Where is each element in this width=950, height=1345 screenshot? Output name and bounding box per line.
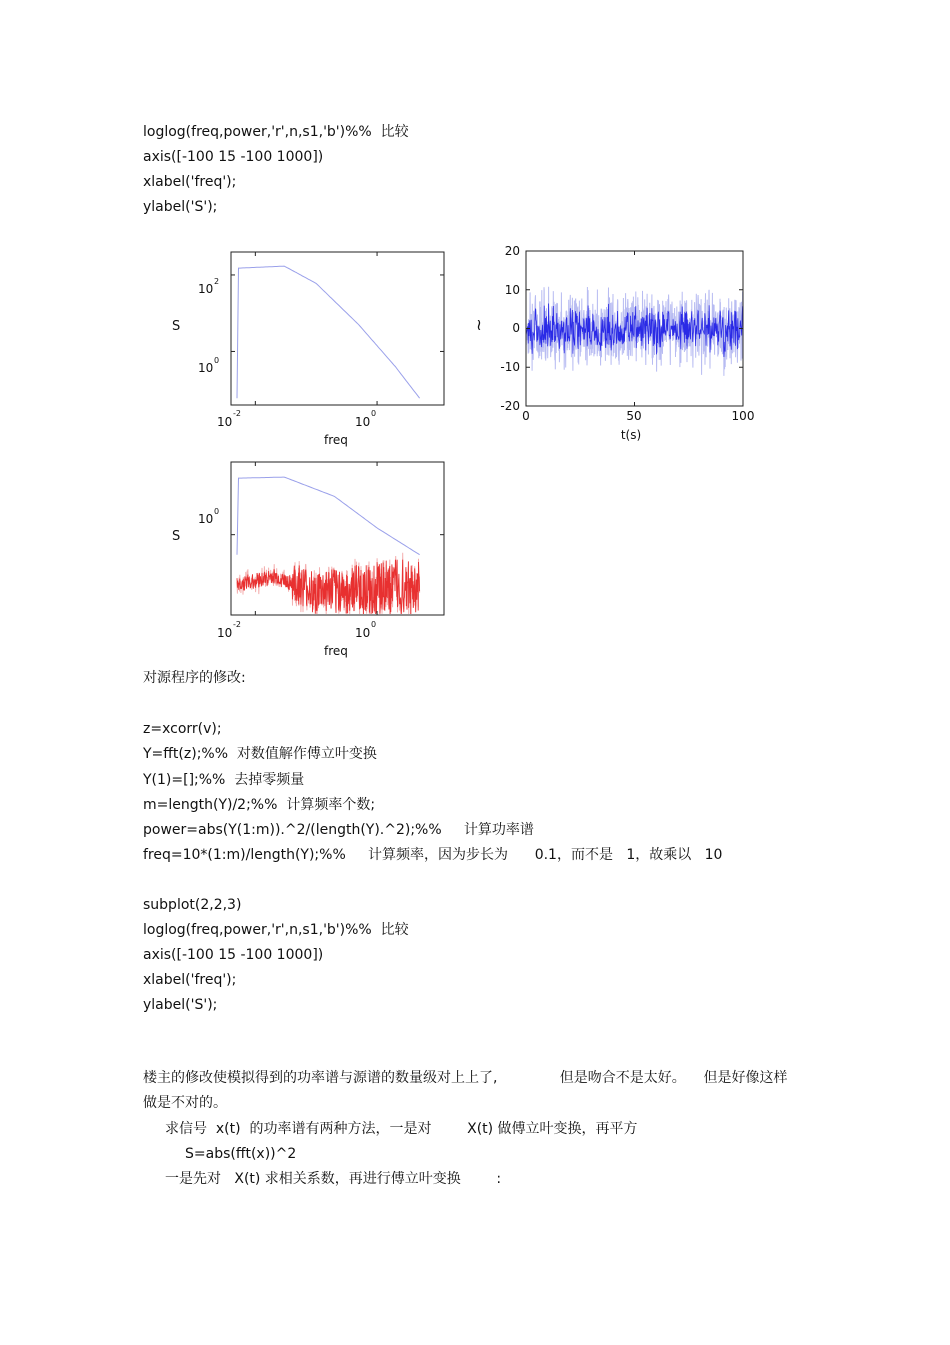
code-line: loglog(freq,power,'r',n,s1,'b')%% 比较 bbox=[143, 124, 409, 140]
plot1-series-s1 bbox=[237, 266, 420, 398]
discussion-line: 楼主的修改使模拟得到的功率谱与源谱的数量级对上上了, 但是吻合不是太好。 但是好像这样 bbox=[143, 1070, 788, 1086]
plot1-xtick-exp: -2 bbox=[233, 409, 241, 418]
code-line: Y(1)=[];%% 去掉零频量 bbox=[143, 772, 305, 788]
plot1-ytick-base: 10 bbox=[198, 282, 214, 296]
plot2-ylabel-glyph: ≀ bbox=[476, 315, 482, 334]
plot3-ytick-exp: 0 bbox=[214, 507, 220, 516]
plot2 bbox=[476, 244, 754, 442]
method-two: 一是先对 X(t) 求相关系数，再进行傅立叶变换 : bbox=[165, 1171, 502, 1187]
plot2-xtick: 0 bbox=[522, 409, 530, 423]
plot2-xtick: 50 bbox=[626, 409, 642, 423]
code-line: loglog(freq,power,'r',n,s1,'b')%% 比较 bbox=[143, 922, 409, 938]
plot1-ylabel: S bbox=[172, 319, 181, 334]
plot3 bbox=[172, 462, 444, 658]
plot3-xtick-base: 10 bbox=[355, 626, 371, 640]
plot1 bbox=[172, 252, 444, 447]
code-line: Y=fft(z);%% 对数值解作傅立叶变换 bbox=[143, 746, 377, 762]
plot3-xtick-base: 10 bbox=[217, 626, 233, 640]
plot1-axes-box bbox=[231, 252, 444, 405]
code-line: axis([-100 15 -100 1000]) bbox=[143, 149, 324, 165]
plot1-ytick-base: 10 bbox=[198, 361, 214, 375]
plot2-ytick: -20 bbox=[500, 399, 520, 413]
plot1-xtick-base: 10 bbox=[217, 415, 233, 429]
code-line: m=length(Y)/2;%% 计算频率个数; bbox=[143, 797, 376, 813]
discussion-line: 做是不对的。 bbox=[143, 1095, 227, 1111]
code-line: z=xcorr(v); bbox=[143, 721, 222, 737]
plot1-ytick-exp: 0 bbox=[214, 356, 220, 365]
code-line: xlabel('freq'); bbox=[143, 174, 237, 190]
paragraph-intro: 对源程序的修改: bbox=[143, 670, 246, 686]
code-line: axis([-100 15 -100 1000]) bbox=[143, 947, 324, 963]
code-line: xlabel('freq'); bbox=[143, 972, 237, 988]
plot3-xtick-exp: -2 bbox=[233, 620, 241, 629]
formula: S=abs(fft(x))^2 bbox=[185, 1146, 297, 1162]
plot2-ytick: 10 bbox=[504, 283, 520, 297]
plot3-series-s1 bbox=[237, 477, 420, 555]
plot2-series-noise bbox=[526, 287, 743, 376]
plot2-xtick: 100 bbox=[731, 409, 755, 423]
plot2-ytick: 0 bbox=[512, 321, 520, 335]
plot3-xlabel: freq bbox=[324, 644, 348, 658]
plot2-ytick: -10 bbox=[500, 360, 520, 374]
plot1-xtick-base: 10 bbox=[355, 415, 371, 429]
code-line: power=abs(Y(1:m)).^2/(length(Y).^2);%% 计算功率谱 bbox=[143, 822, 534, 838]
code-line: subplot(2,2,3) bbox=[143, 897, 242, 913]
plot2-ytick: 20 bbox=[504, 244, 520, 258]
code-line: freq=10*(1:m)/length(Y);%% 计算频率，因为步长为 0.1，而不是 1，故乘以 10 bbox=[143, 847, 723, 863]
plot1-xlabel: freq bbox=[324, 433, 348, 447]
plot3-ylabel: S bbox=[172, 529, 181, 544]
plot1-xtick-exp: 0 bbox=[371, 409, 377, 418]
plot3-ytick-base: 10 bbox=[198, 512, 214, 526]
code-line: ylabel('S'); bbox=[143, 997, 218, 1013]
plot2-xlabel: t(s) bbox=[620, 428, 642, 442]
method-one: 求信号 x(t) 的功率谱有两种方法，一是对 X(t) 做傅立叶变换，再平方 bbox=[165, 1121, 638, 1137]
plot3-xtick-exp: 0 bbox=[371, 620, 377, 629]
plot1-ytick-exp: 2 bbox=[214, 277, 220, 286]
code-line: ylabel('S'); bbox=[143, 199, 218, 215]
